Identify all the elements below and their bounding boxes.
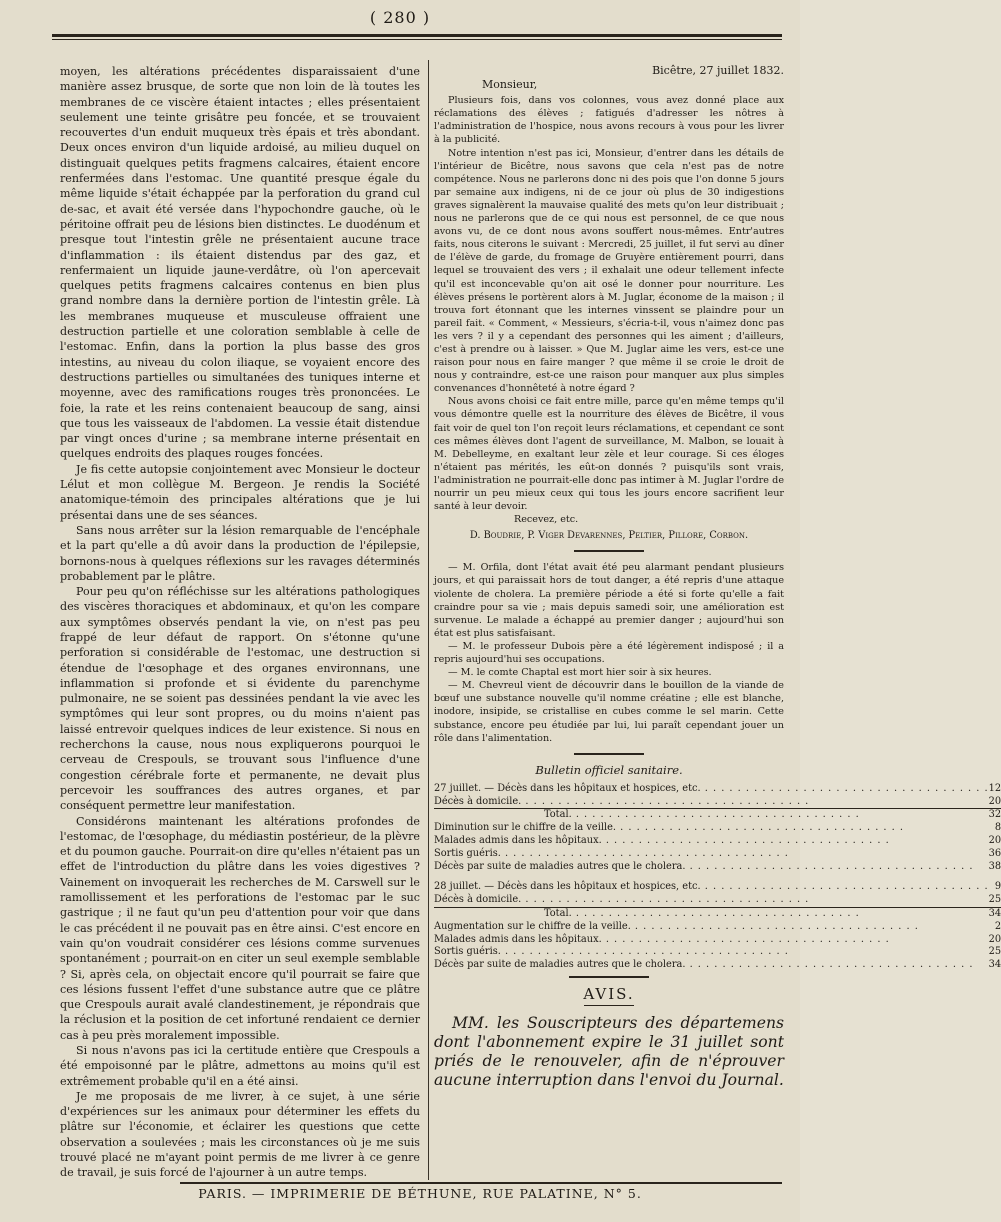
table-row — [434, 881, 1001, 894]
total-label: Total. . . . — [434, 907, 989, 920]
row-value: 34 — [988, 959, 1001, 971]
row-label: Décès par suite de maladies autres que le cholera. . . . — [434, 959, 989, 972]
table-row — [434, 921, 1001, 934]
left-column — [60, 64, 420, 1181]
header-rule — [52, 34, 782, 37]
article-paragraph: moyen, les altérations précédentes disparaissaient d'une manière assez brusque, de sorte que non loin de là toutes les membranes de ce viscère étaient intactes ; elles présentaient seulement une teinte grisâtre peu foncée, et se trouvaient recouvertes d'un enduit muqueux très épais et très abondant. Deux onces environ d'un liquide ardoisé, au milieu duquel on distinguait quelques petits fragmens calcaires, étaient encore renfermées dans l'estomac. Une quantité presque égale du même liquide s'était échappée par la perforation du grand cul de-sac, et avait été versée dans l'hypochondre gauche, où le péritoine offrait peu de lésions bien distinctes. Le duodénum et presque tout l'intestin grêle ne présentaient aucune trace d'inflammation : ils étaient distendus par des gaz, et renfermaient un liquide jaune-verdâtre, où l'on apercevait quelques petits fragmens calcaires contenus en bien plus grand nombre dans la dernière portion de l'intestin grêle. Là les membranes muqueuse et musculeuse offraient une destruction partielle et une coloration semblable à celle de l'estomac. Enfin, dans la portion la plus basse des gros intestins, au niveau du colon iliaque, se voyaient encore des destructions partielles ou simultanées des tuniques interne et moyenne, avec des ramifications rouges très prononcées. Le foie, la rate et les reins contenaient beaucoup de sang, ainsi que tous les vaisseaux de l'abdomen. La vessie était distendue par vingt onces d'urine ; sa membrane interne présentait en quelques endroits des plaques rouges foncées. — [60, 65, 420, 461]
row-label: Sortis guéris. . . . — [434, 946, 989, 959]
table-row — [434, 894, 1001, 907]
row-value: 20 — [988, 834, 1001, 846]
table-row — [434, 946, 1001, 959]
letter-paragraph: Nous avons choisi ce fait entre mille, parce qu'en même temps qu'il vous démontre quelle est la nourriture des élèves de Bicêtre, il vous fait voir de quel ton l'on reçoit leurs réclamations, et cependant ce sont ces mêmes élèves dont l'agent de surveillance, M. Malbon, se louait à M. Debelleyme, en exaltant leur zèle et leur courage. Si ces éloges n'étaient pas mérités, les eût-on donnés ? puisqu'ils sont vrais, l'administration ne pourrait-elle donc pas intimer à M. Juglar l'ordre de nourrir un peu mieux ceux qui tous les jours encore sacrifient leur santé à leur devoir. — [434, 396, 784, 513]
table-row — [434, 861, 1001, 874]
table-row — [434, 848, 1001, 861]
row-value: 25 — [988, 894, 1001, 906]
total-row — [434, 907, 1001, 920]
row-value: 36 — [988, 847, 1001, 859]
total-label: Total. . . . — [434, 809, 989, 822]
news-item: — M. Chevreul vient de découvrir dans le bouillon de la viande de bœuf une substance nouvelle qu'il nomme créatine ; elle est blanche, inodore, insipide, se cristallise en cubes comme le sel marin. Cette substance, encore peu étudiée par lui, lui paraît cependant jouer un rôle dans l'alimentation. — [434, 680, 784, 744]
table-row — [434, 959, 1001, 972]
row-label: Sortis guéris. . . . — [434, 848, 989, 861]
table-row — [434, 783, 1001, 796]
letter-salutation: Monsieur, — [482, 78, 538, 92]
row-label: Décès par suite de maladies autres que le cholera. . . . — [434, 861, 989, 874]
row-value: 20 — [988, 933, 1001, 945]
row-label: Décès à domicile. . . . — [434, 796, 989, 809]
article-paragraph: Je fis cette autopsie conjointement avec Monsieur le docteur Lélut et mon collègue M. Bergeon. Je rendis la Société anatomique-témoin des principales altérations que je lui présentai dans une de ses séances. — [60, 462, 420, 522]
table-row — [434, 934, 1001, 947]
avis-title: AVIS. — [583, 984, 635, 1003]
table-row — [434, 796, 1001, 809]
article-paragraph: Je me proposais de me livrer, à ce sujet, à une série d'expériences sur les animaux pour déterminer les effets du plâtre sur l'économie, et éclairer les questions que cette observation a soulevées ; mais les circonstances où je me suis trouvé placé ne m'ayant point permis de me livrer à ce genre de travail, je suis forcé de l'ajourner à un autre temps. — [60, 1089, 420, 1180]
avis-text: MM. les Souscripteurs des départemens dont l'abonnement expire le 31 juillet sont priés de le renouveler, afin de n'éprouver aucune interruption dans l'envoi du Journal. — [434, 1014, 784, 1090]
row-label: Décès à domicile. . . . — [434, 894, 989, 907]
letter-closing: Recevez, etc. — [514, 514, 579, 526]
row-value: 25 — [988, 946, 1001, 958]
row-label: Augmentation sur le chiffre de la veille. . . . — [434, 921, 989, 934]
table-gap — [434, 873, 1001, 881]
letter-signatories: D. Boudrie, P. Viger Devarennes, Peltier, Pillore, Corbon. — [469, 530, 749, 542]
total-value: 32 — [988, 809, 1001, 821]
row-value: 12 — [988, 782, 1001, 794]
letter-date: Bicêtre, 27 juillet 1832. — [652, 64, 784, 77]
row-label: Malades admis dans les hôpitaux. . . . — [434, 934, 989, 947]
news-item: — M. le comte Chaptal est mort hier soir à six heures. — [448, 667, 712, 679]
row-value: 2 — [994, 920, 1001, 932]
article-paragraph: Pour peu qu'on réfléchisse sur les altérations pathologiques des viscères thoraciques et abdominaux, et qu'on les compare aux symptômes observés pendant la vie, on n'est pas peu frappé de leur défaut de rapport. On s'étonne qu'une perforation si considérable de l'estomac, une destruction si étendue de l'œsophage et des organes environnans, une inflammation si profonde et si évidente du parenchyme pulmonaire, ne se soient pas dessinées pendant la vie avec les symptômes qui leur sont propres, ou du moins n'aient pas laissé entrevoir quelques indices de leur existence. Si nous en recherchons la cause, nous nous expliquerons pourquoi le cerveau de Crespouls, se trouvant sous l'influence d'une congestion cérébrale forte et permanente, ne devait plus percevoir les souffrances des autres organes, et par conséquent permettre leur manifestation. — [60, 585, 420, 813]
news-item: — M. le professeur Dubois père a été légèrement indisposé ; il a repris aujourd'hui ses occupations. — [434, 640, 784, 666]
section-rule — [574, 753, 644, 755]
avis-rule — [569, 976, 649, 978]
column-divider — [428, 60, 429, 1180]
letter-paragraph: Notre intention n'est pas ici, Monsieur, d'entrer dans les détails de l'intérieur de Bicêtre, nous savons que cela n'est pas de notre compétence. Nous ne parlerons donc ni des pois que l'on donne 5 jours par semaine aux indigens, ni de ce jour où plus de 30 indigestions graves signalèrent la mauvaise qualité des mets qu'on leur distribuait ; nous ne parlerons que de ce qui nous est personnel, de ce que nous avons vu, de ce dont nous avons souffert nous-mêmes. Entr'autres faits, nous citerons le suivant : Mercredi, 25 juillet, il fut servi au dîner de l'élève de garde, du fromage de Gruyère entièrement pourri, dans lequel se trouvaient des vers ; il exhalait une odeur tellement infecte qu'il est inconcevable qu'on ait osé le donner pour nourriture. Les élèves présens le portèrent alors à M. Juglar, économe de la maison ; il trouva fort étonnant que les internes vinssent se plaindre pour un pareil fait. « Comment, « Messieurs, s'écria-t-il, vous n'aimez donc pas les vers ? il y a cependant des personnes qui les aiment ; d'ailleurs, c'est à prendre ou à laisser. » Que M. Juglar aime les vers, est-ce une raison pour nous en faire manger ? que même il se croie le droit de nous y contraindre, est-ce une raison pour manquer aux plus simples convenances d'honnêteté à notre égard ? — [434, 147, 784, 395]
row-value: 8 — [994, 822, 1001, 834]
total-value: 34 — [988, 907, 1001, 919]
printer-imprint: PARIS. — IMPRIMERIE DE BÉTHUNE, RUE PALATINE, N° 5. — [198, 1186, 642, 1201]
row-label: 28 juillet. — Décès dans les hôpitaux et hospices, etc. . . . — [434, 881, 989, 894]
bulletin-title: Bulletin officiel sanitaire. — [535, 762, 683, 777]
article-paragraph: Considérons maintenant les altérations profondes de l'estomac, de l'œsophage, du médiastin postérieur, de la plèvre et du poumon gauche. Pourrait-on dire qu'elles n'étaient pas un effet de l'introduction du plâtre dans les voies digestives ? Vainement on invoquerait les recherches de M. Carswell sur le ramollissement et les perforations de l'estomac par le suc gastrique ; il ne faut qu'un peu d'attention pour voir que dans le cas précédent il ne pouvait pas en être ainsi. C'est encore en vain qu'on voudrait considérer ces lésions comme survenues spontanément ; pourrait-on en citer un seul exemple semblable ? Si, après cela, on objectait encore qu'il pourrait se faire que ces lésions fussent l'effet d'une substance autre que ce plâtre que Crespouls aurait avalé clandestinement, je répondrais que la réclusion et la position de cet infortuné rendaient ce dernier cas à peu près moralement impossible. — [60, 814, 420, 1042]
letter-paragraph: Plusieurs fois, dans vos colonnes, vous avez donné place aux réclamations des élèves ; fatigués d'adresser les nôtres à l'administration de l'hospice, nous avons recours à vous pour les livrer à la publicité. — [434, 95, 784, 146]
row-value: 38 — [988, 860, 1001, 872]
total-row — [434, 809, 1001, 822]
row-value: 9 — [994, 881, 1001, 893]
news-item: — M. Orfila, dont l'état avait été peu alarmant pendant plusieurs jours, et qui paraissait hors de tout danger, a été repris d'une attaque violente de cholera. La première période a été si forte qu'elle a fait craindre pour sa vie ; mais depuis samedi soir, une amélioration est survenue. Le malade a échappé au premier danger ; aujourd'hui son état est plus satisfaisant. — [434, 562, 784, 639]
footer-rule — [180, 1182, 782, 1184]
row-label: 27 juillet. — Décès dans les hôpitaux et hospices, etc. . . . — [434, 783, 989, 796]
page-number: ( 280 ) — [369, 8, 431, 27]
bulletin-table — [434, 783, 1001, 972]
article-paragraph: Si nous n'avons pas ici la certitude entière que Crespouls a été empoisonné par le plâtre, admettons au moins qu'il est extrêmement probable qu'il en a été ainsi. — [60, 1044, 420, 1088]
avis-underline — [584, 1005, 634, 1006]
row-value: 20 — [988, 795, 1001, 807]
section-rule — [574, 550, 644, 552]
row-label: Diminution sur le chiffre de la veille. . . . — [434, 822, 989, 835]
article-paragraph: Sans nous arrêter sur la lésion remarquable de l'encéphale et la part qu'elle a dû avoir dans la production de l'épilepsie, bornons-nous à quelques réflexions sur les ravages déterminés probablement par le plâtre. — [60, 523, 420, 583]
table-row — [434, 835, 1001, 848]
row-label: Malades admis dans les hôpitaux. . . . — [434, 835, 989, 848]
header-rule-thin — [52, 39, 782, 40]
table-row — [434, 822, 1001, 835]
right-column — [434, 64, 1001, 1090]
